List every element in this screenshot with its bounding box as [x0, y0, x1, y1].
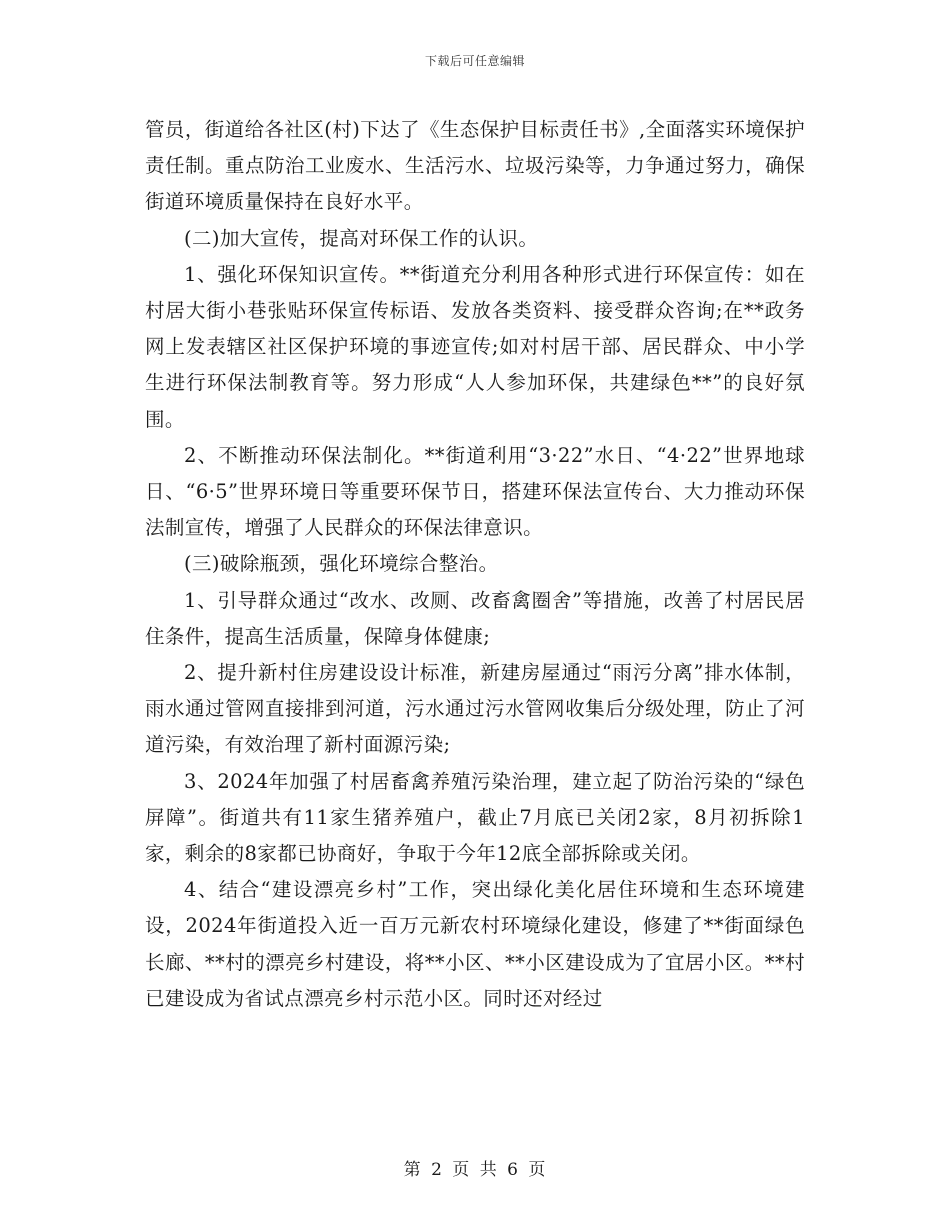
page-number: 第 2 页 共 6 页	[403, 1160, 547, 1180]
paragraph: 管员，街道给各社区(村)下达了《生态保护目标责任书》,全面落实环境保护责任制。重点防治工业废水、生活污水、垃圾污染等，力争通过努力，确保街道环境质量保持在良好水平。	[145, 118, 805, 214]
paragraph: 2、提升新村住房建设设计标准，新建房屋通过“雨污分离”排水体制，雨水通过管网直接排到河道，污水通过污水管网收集后分级处理，防止了河道污染，有效治理了新村面源污染;	[145, 661, 805, 757]
paragraph: 1、强化环保知识宣传。**街道充分利用各种形式进行环保宣传：如在村居大街小巷张贴环保宣传标语、发放各类资料、接受群众咨询;在**政务网上发表辖区社区保护环境的事迹宣传;如对村居干部、居民群众、中小学生进行环保法制教育等。努力形成“人人参加环保，共建绿色**”的良好氛围。	[145, 262, 805, 431]
paragraph: 4、结合“建设漂亮乡村”工作，突出绿化美化居住环境和生态环境建设，2024年街道投入近一百万元新农村环境绿化建设，修建了**街面绿色长廊、**村的漂亮乡村建设，将**小区、**小区建设成为了宜居小区。**村已建设成为省试点漂亮乡村示范小区。同时还对经过	[145, 878, 805, 1010]
paragraph: 1、引导群众通过“改水、改厕、改畜禽圈舍”等措施，改善了村居民居住条件，提高生活质量，保障身体健康;	[145, 588, 805, 648]
section-heading: (三)破除瓶颈，强化环境综合整治。	[184, 552, 499, 576]
page-header-note: 下载后可任意编辑	[424, 54, 525, 68]
section-heading: (二)加大宣传，提高对环保工作的认识。	[184, 226, 539, 250]
paragraph: 2、不断推动环保法制化。**街道利用“3·22”水日、“4·22”世界地球日、“6·5”世界环境日等重要环保节日，搭建环保法宣传台、大力推动环保法制宣传，增强了人民群众的环保法律意识。	[145, 443, 805, 540]
paragraph: 3、2024年加强了村居畜禽养殖污染治理，建立起了防治污染的“绿色屏障”。街道共有11家生猪养殖户，截止7月底已关闭2家，8月初拆除1家，剩余的8家都已协商好，争取于今年12底全部拆除或关闭。	[145, 769, 805, 866]
document-body	[145, 112, 805, 1017]
